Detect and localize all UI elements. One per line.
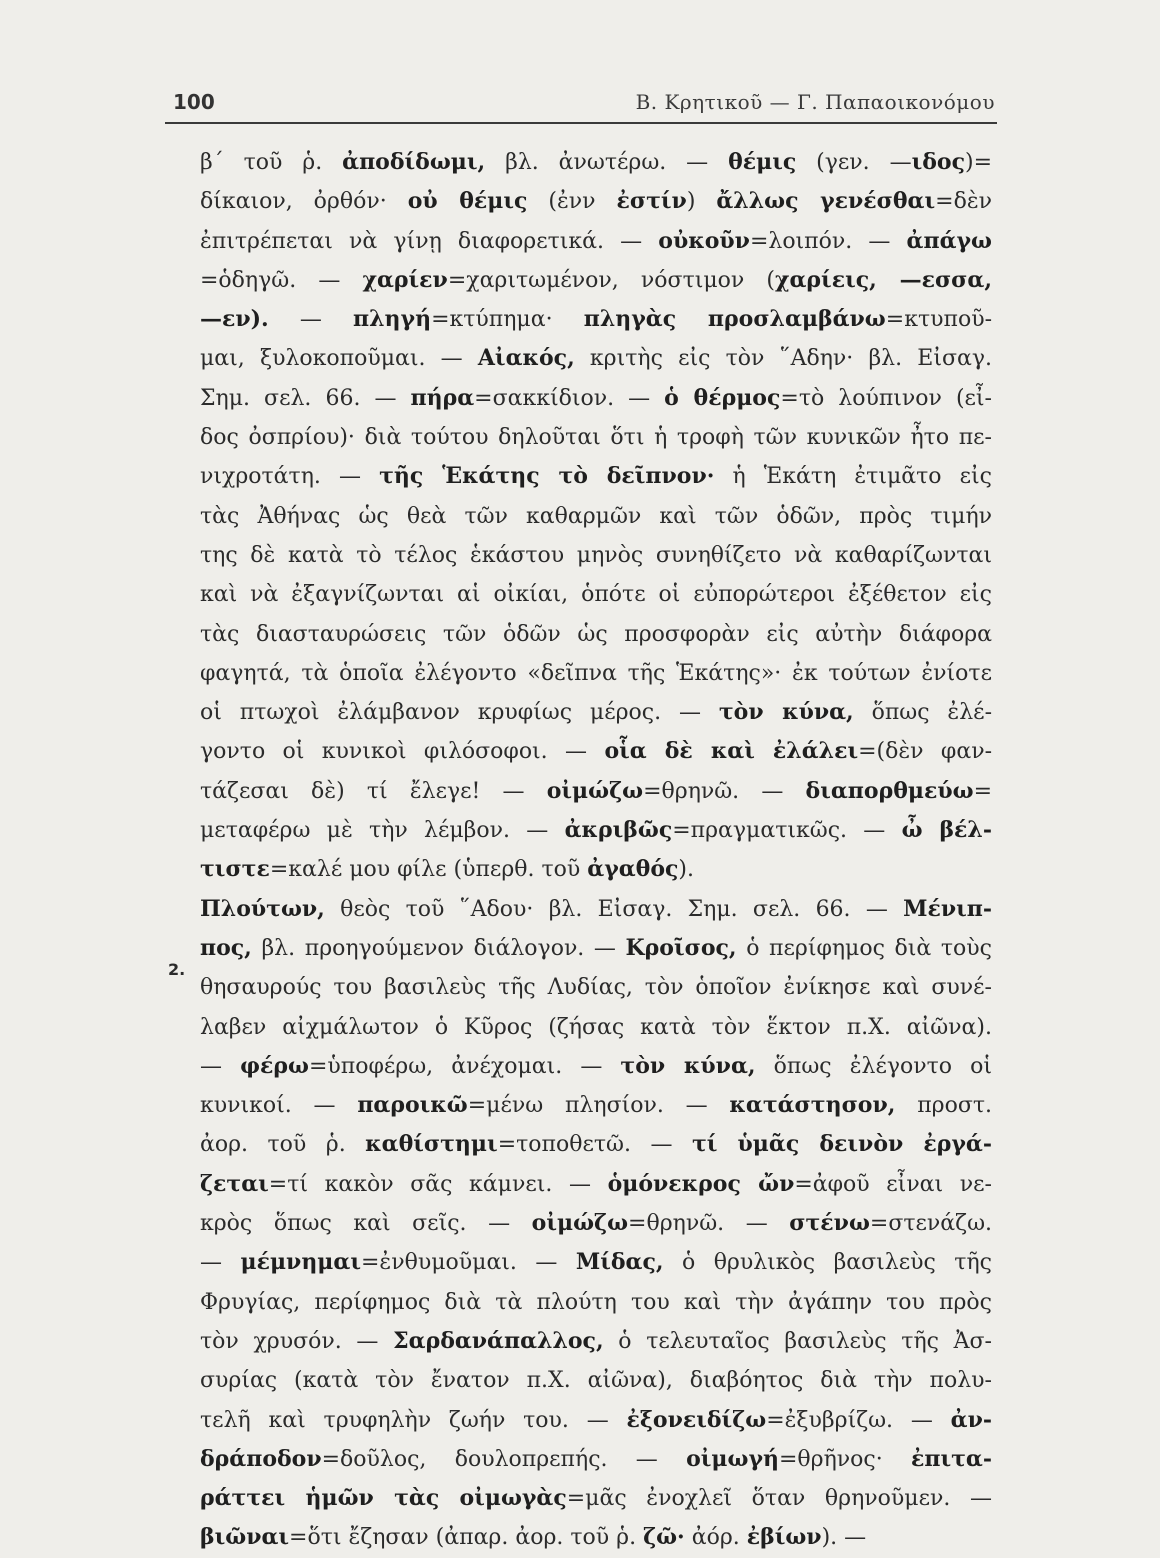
text-line: φαγητά, τὰ ὁποῖα ἐλέγοντο «δεῖπνα τῆς Ἑκάτης»· ἐκ τούτων ἐνίοτε (200, 660, 992, 686)
text-line: β΄ τοῦ ῥ. ἀποδίδωμι, βλ. ἀνωτέρω. — θέμις (γεν. —ιδος)= (200, 149, 992, 175)
text-line: πος, βλ. προηγούμενον διάλογον. — Κροῖσος, ὁ περίφημος διὰ τοὺς (200, 934, 992, 961)
text-line: Πλούτων, θεὸς τοῦ ῞Αδου· βλ. Εἰσαγ. Σημ. σελ. 66. — Μένιπ- (200, 895, 992, 922)
text-line: ἀορ. τοῦ ῥ. καθίστημι=τοποθετῶ. — τί ὑμᾶς δεινὸν ἐργά- (200, 1131, 992, 1158)
item-number: 2. (168, 960, 186, 979)
text-line: νιχροτάτη. — τῆς Ἑκάτης τὸ δεῖπνον· ἡ Ἑκάτη ἐτιμᾶτο εἰς (200, 463, 992, 490)
text-line: βιῶναι=ὅτι ἔζησαν (ἀπαρ. ἀορ. τοῦ ῥ. ζῶ· ἀόρ. ἐβίων). — (200, 1524, 867, 1551)
text-line: καὶ νὰ ἐξαγνίζωνται αἱ οἰκίαι, ὁπότε οἱ εὐπορώτεροι ἐξέθετον εἰς (200, 582, 992, 608)
text-line: δράποδον=δοῦλος, δουλοπρεπής. — οἰμωγή=θρῆνος· ἐπιτα- (200, 1445, 992, 1472)
text-line: ἐπιτρέπεται νὰ γίνῃ διαφορετικά. — οὐκοῦν=λοιπόν. — ἀπάγω (200, 227, 992, 254)
text-line: ράττει ἡμῶν τὰς οἰμωγὰς=μᾶς ἐνοχλεῖ ὅταν θρηνοῦμεν. — (200, 1485, 992, 1512)
text-line: κυνικοί. — παροικῶ=μένω πλησίον. — κατάστησον, προστ. (200, 1092, 992, 1119)
text-line: =ὁδηγῶ. — χαρίεν=χαριτωμένον, νόστιμον (χαρίεις, —εσσα, (200, 266, 992, 293)
text-line: Σημ. σελ. 66. — πήρα=σακκίδιον. — ὁ θέρμος=τὸ λούπινον (εἶ- (200, 384, 992, 411)
page-number: 100 (173, 90, 215, 114)
text-line: Φρυγίας, περίφημος διὰ τὰ πλούτη του καὶ τὴν ἀγάπην του πρὸς (200, 1289, 992, 1315)
text-line: δίκαιον, ὀρθόν· οὐ θέμις (ἐνν ἐστίν) ἄλλως γενέσθαι=δὲν (200, 188, 992, 215)
text-line: τὸν χρυσόν. — Σαρδανάπαλλος, ὁ τελευταῖος βασιλεὺς τῆς Ἀσ- (200, 1327, 992, 1354)
text-line: δος ὀσπρίου)· διὰ τούτου δηλοῦται ὅτι ἡ τροφὴ τῶν κυνικῶν ἦτο πε- (200, 425, 992, 451)
text-line: τιστε=καλέ μου φίλε (ὑπερθ. τοῦ ἀγαθός). (200, 856, 694, 883)
text-line: μεταφέρω μὲ τὴν λέμβον. — ἀκριβῶς=πραγματικῶς. — ὦ βέλ- (200, 817, 992, 844)
text-line: μαι, ξυλοκοποῦμαι. — Αἰακός, κριτὴς εἰς τὸν ῞Αδην· βλ. Εἰσαγ. (200, 345, 992, 372)
text-line: της δὲ κατὰ τὸ τέλος ἑκάστου μηνὸς συνηθίζετο νὰ καθαρίζωνται (200, 542, 992, 568)
page-header (165, 82, 997, 124)
text-line: τὰς διασταυρώσεις τῶν ὁδῶν ὡς προσφορὰν εἰς αὐτὴν διάφορα (200, 621, 992, 647)
text-line: ζεται=τί κακὸν σᾶς κάμνει. — ὁμόνεκρος ὤν=ἀφοῦ εἶναι νε- (200, 1170, 992, 1197)
text-line: κρὸς ὅπως καὶ σεῖς. — οἰμώζω=θρηνῶ. — στένω=στενάζω. (200, 1210, 992, 1237)
text-line: συρίας (κατὰ τὸν ἔνατον π.Χ. αἰῶνα), διαβόητος διὰ τὴν πολυ- (200, 1368, 992, 1394)
text-line: τὰς Ἀθήνας ὡς θεὰ τῶν καθαρμῶν καὶ τῶν ὁδῶν, πρὸς τιμήν (200, 503, 992, 529)
text-line: — μέμνημαι=ἐνθυμοῦμαι. — Μίδας, ὁ θρυλικὸς βασιλεὺς τῆς (200, 1249, 992, 1276)
running-head: Β. Κρητικοῦ — Γ. Παπαοικονόμου (635, 90, 995, 114)
text-line: τελῆ καὶ τρυφηλὴν ζωήν του. — ἐξονειδίζω=ἐξυβρίζω. — ἀν- (200, 1406, 992, 1433)
text-line: λαβεν αἰχμάλωτον ὁ Κῦρος (ζήσας κατὰ τὸν ἕκτον π.Χ. αἰῶνα). (200, 1014, 992, 1040)
text-line: — φέρω=ὑποφέρω, ἀνέχομαι. — τὸν κύνα, ὅπως ἐλέγοντο οἱ (200, 1052, 992, 1079)
text-line: θησαυρούς του βασιλεὺς τῆς Λυδίας, τὸν ὁποῖον ἐνίκησε καὶ συνέ- (200, 975, 992, 1001)
text-line: οἱ πτωχοὶ ἐλάμβανον κρυφίως μέρος. — τὸν κύνα, ὅπως ἐλέ- (200, 699, 992, 726)
text-line: γοντο οἱ κυνικοὶ φιλόσοφοι. — οἷα δὲ καὶ ἐλάλει=(δὲν φαν- (200, 738, 992, 765)
commentary-text (168, 143, 992, 1558)
text-line: τάζεσαι δὲ) τί ἔλεγε! — οἰμώζω=θρηνῶ. — διαπορθμεύω= (200, 777, 992, 804)
text-line: —εν). — πληγή=κτύπημα· πληγὰς προσλαμβάνω=κτυποῦ- (200, 306, 992, 333)
